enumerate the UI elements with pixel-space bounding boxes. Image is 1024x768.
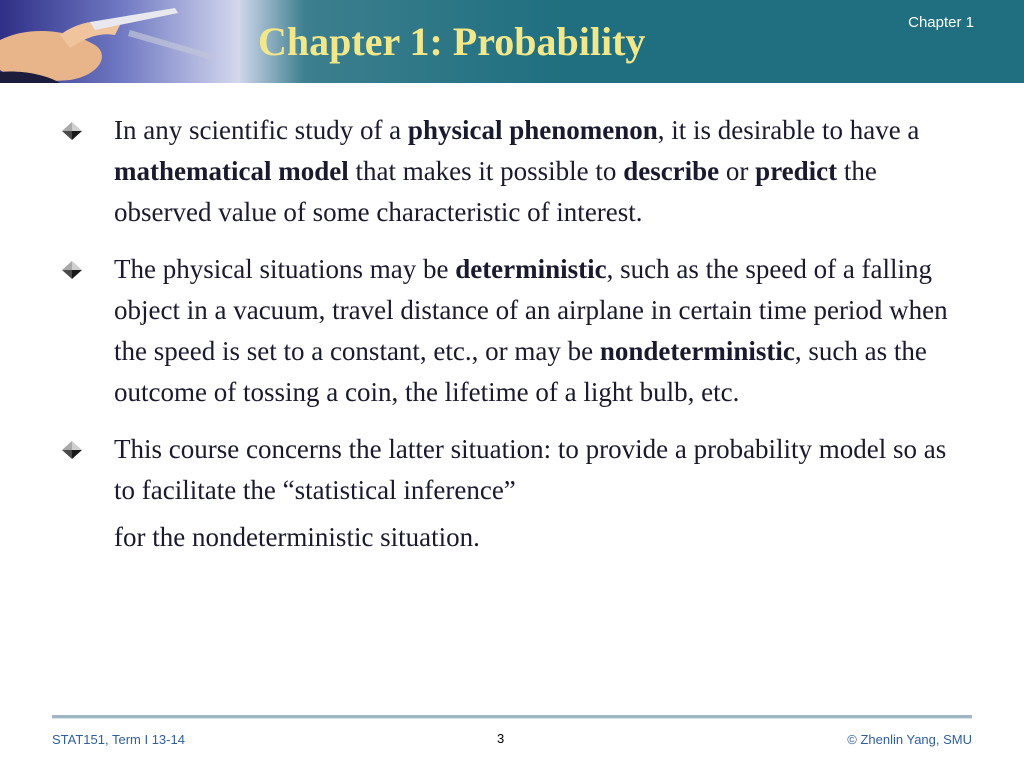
bullet-text: , such as the outcome of tossing a coin, the lifetime of a light bulb, etc. [114, 336, 927, 407]
page-title: Chapter 1: Probability [258, 19, 646, 64]
bold-term: mathematical model [114, 156, 349, 186]
diamond-bullet-icon [60, 441, 84, 461]
bold-term: nondeterministic [599, 336, 795, 366]
bullet-text: that makes it possible to [348, 156, 624, 186]
bullet-text: , such as the speed of a falling object in a vacuum, travel distance of an airplane in certain time period when the speed is set to a constant, etc., or may be [114, 254, 948, 366]
diamond-bullet-icon [60, 261, 84, 281]
bullet-text: In any scientific study of a [114, 115, 408, 145]
header-photo [0, 0, 240, 83]
footer-divider-shadow [52, 718, 972, 719]
bullet-item [60, 249, 960, 413]
footer-course: STAT151, Term I 13-14 [52, 732, 185, 747]
bullet-item [60, 429, 960, 558]
chapter-label: Chapter 1 [908, 14, 974, 31]
bold-term: describe [623, 156, 720, 186]
footer-copyright: © Zhenlin Yang, SMU [847, 732, 972, 747]
page-number: 3 [497, 731, 505, 746]
bullet-text: for the nondeterministic situation. [114, 522, 480, 552]
bullet-text: This course concerns the latter situation: to provide a probability model so as to facilitate the “statistical inference” [114, 434, 947, 505]
bullet-text: , it is desirable to have a [657, 115, 920, 145]
bold-term: physical phenomenon [407, 115, 658, 145]
bullet-item [60, 110, 960, 233]
bold-term: predict [755, 156, 838, 186]
bold-term: deterministic [455, 254, 607, 284]
bullet-text: or [719, 156, 756, 186]
slide-header [0, 0, 1024, 83]
bullet-text: the observed value of some characteristic of interest. [114, 156, 877, 227]
bullet-text: The physical situations may be [114, 254, 456, 284]
bullet-list [60, 110, 960, 574]
hand-with-pen-image [0, 0, 240, 83]
diamond-bullet-icon [60, 122, 84, 142]
